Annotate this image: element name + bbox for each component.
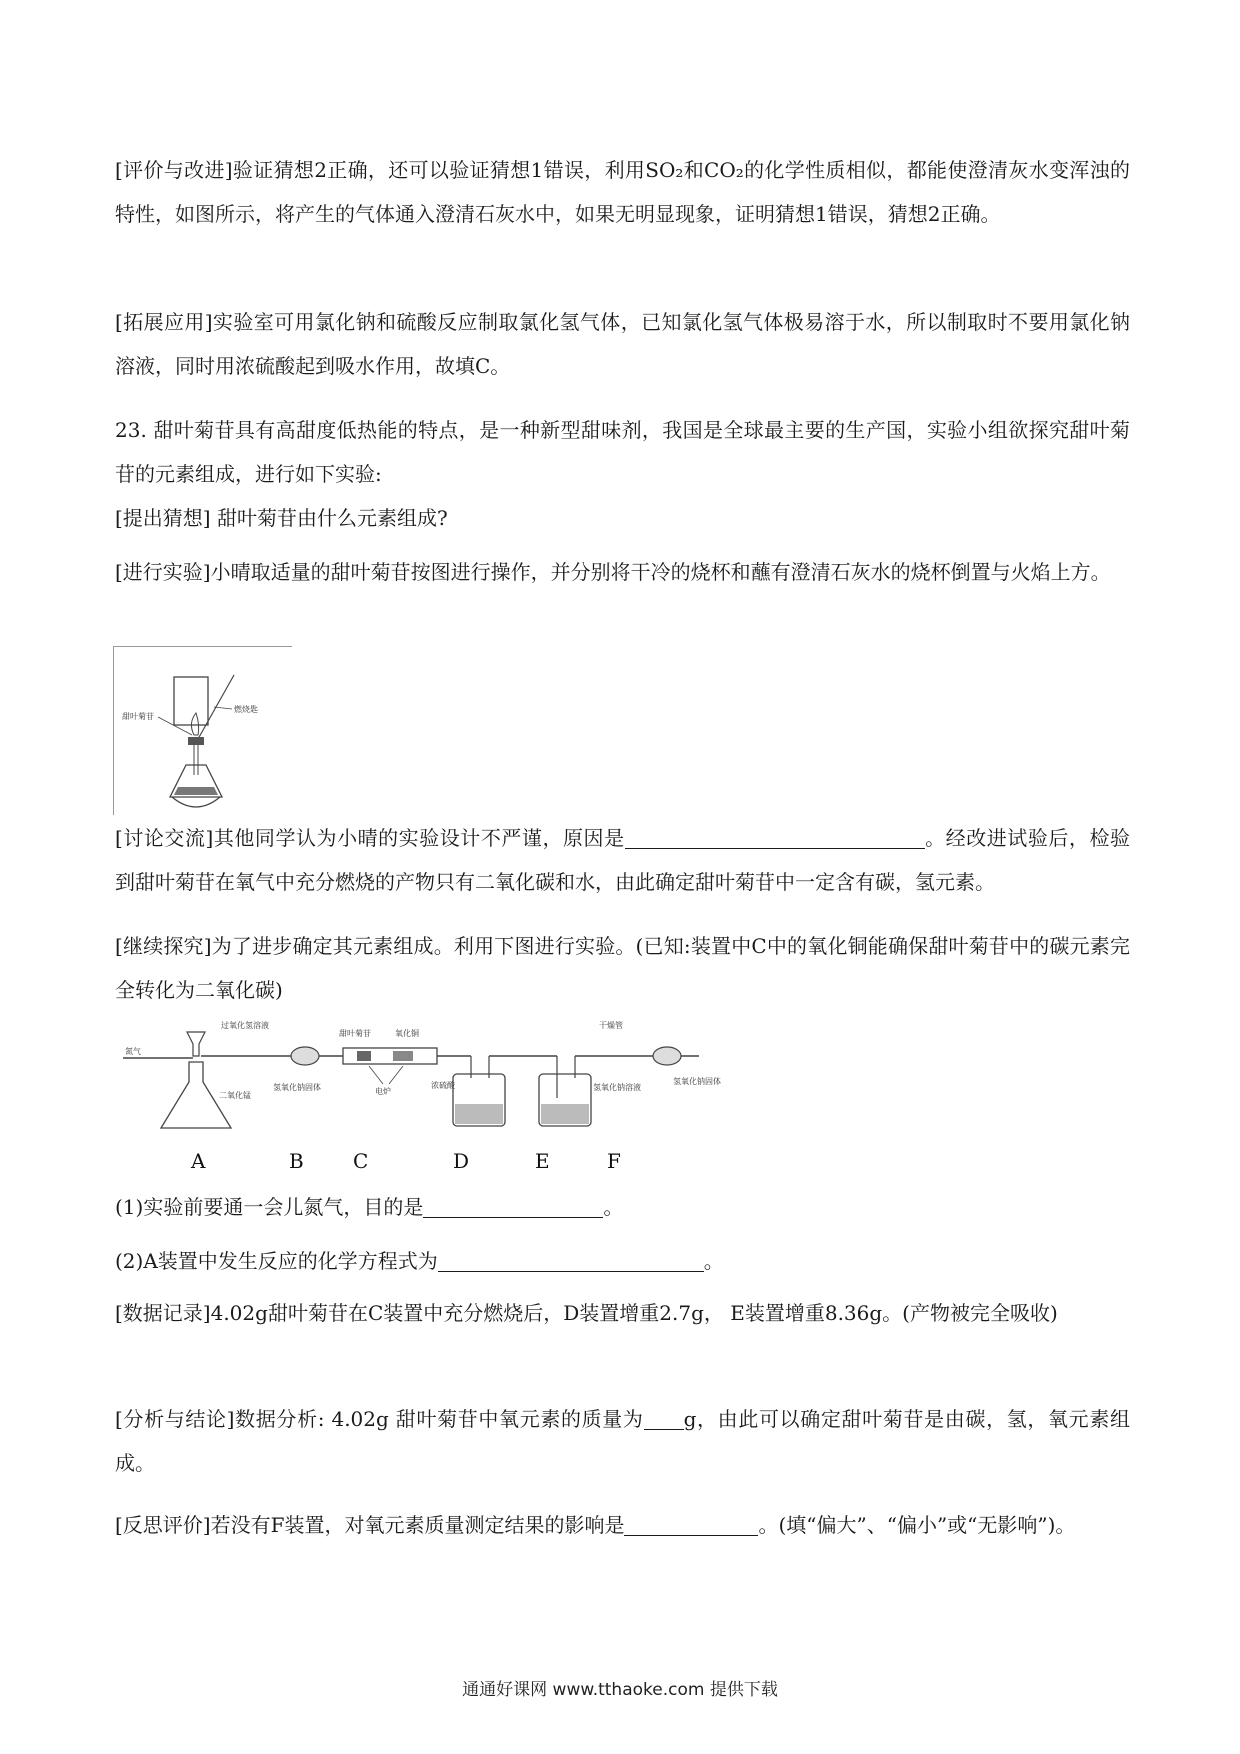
label-a: A xyxy=(191,1149,206,1173)
question-23-intro: 23. 甜叶菊苷具有高甜度低热能的特点，是一种新型甜味剂，我国是全球最主要的生产国，实验小组欲探究甜叶菊苷的元素组成，进行如下实验: xyxy=(115,418,1130,486)
naoh-solution-label: 氢氧化钠溶液 xyxy=(593,1083,641,1092)
h2o2-label: 过氧化氢溶液 xyxy=(221,1021,269,1030)
combustion-diagram xyxy=(113,646,292,815)
cuo-in-tube xyxy=(393,1051,413,1061)
drying-tube-f xyxy=(653,1047,681,1065)
label-c: C xyxy=(353,1149,369,1173)
label-b: B xyxy=(289,1149,304,1173)
paragraph-discussion: [讨论交流]其他同学认为小晴的实验设计不严谨，原因是 。经改进试验后，检验到甜叶菊苷在氧气中充分燃烧的产物只有二氧化碳和水，由此确定甜叶菊苷中一定含有碳，氢元素。 xyxy=(115,826,1130,894)
tube-into-e xyxy=(557,1056,575,1098)
h2so4-label: 浓硫酸 xyxy=(431,1081,455,1090)
paragraph-hypothesis: [提出猜想] 甜叶菊苷由什么元素组成? xyxy=(115,506,448,530)
sample-label: 甜叶菊苷 xyxy=(122,712,154,721)
paragraph-application: [拓展应用]实验室可用氯化钠和硫酸反应制取氯化氢气体，已知氯化氢气体极易溶于水，所以制取时不要用氯化钠溶液，同时用浓硫酸起到吸水作用，故填C。 xyxy=(115,310,1130,378)
furnace-line-1 xyxy=(369,1066,383,1084)
flame xyxy=(191,713,198,735)
funnel xyxy=(187,1032,205,1056)
answer-blank-reason[interactable] xyxy=(625,826,925,849)
lamp-body xyxy=(172,797,220,807)
lamp-liquid xyxy=(174,787,218,795)
stevioside-label: 甜叶菊苷 xyxy=(339,1029,371,1038)
question-1: (1)实验前要通一会儿氮气，目的是 。 xyxy=(115,1195,624,1219)
furnace-label: 电炉 xyxy=(375,1087,391,1096)
paragraph-analysis: [分析与结论]数据分析: 4.02g 甜叶菊苷中氧元素的质量为 g，由此可以确定甜叶菊苷是由碳，氢，氧元素组成。 xyxy=(115,1407,1130,1475)
answer-blank-1[interactable] xyxy=(423,1195,603,1218)
paragraph-data-record: [数据记录]4.02g甜叶菊苷在C装置中充分燃烧后，D装置增重2.7g， E装置增重8.36g。(产物被完全吸收) xyxy=(115,1301,1058,1325)
acid-in-d xyxy=(455,1104,503,1124)
label-d: D xyxy=(453,1149,470,1173)
sample-in-tube xyxy=(357,1051,371,1061)
nitrogen-label: 氮气 xyxy=(125,1047,141,1056)
beaker-inverted xyxy=(174,677,208,725)
lamp-wick xyxy=(188,737,204,745)
naoh-solid-b-label: 氢氧化钠固体 xyxy=(273,1083,321,1092)
tube-into-d xyxy=(471,1056,489,1078)
sample-label-line xyxy=(158,717,192,735)
drying-tube-label: 干燥管 xyxy=(599,1021,623,1030)
answer-blank-oxygen-mass[interactable] xyxy=(644,1407,684,1430)
answer-blank-2[interactable] xyxy=(438,1249,704,1272)
cuo-label: 氧化铜 xyxy=(395,1029,419,1038)
paragraph-further-inquiry: [继续探究]为了进步确定其元素组成。利用下图进行实验。(已知:装置中C中的氧化铜能确保甜叶菊苷中的碳元素完全转化为二氧化碳) xyxy=(115,934,1130,1002)
drying-bulb-b xyxy=(291,1047,319,1065)
label-e: E xyxy=(535,1149,550,1173)
spoon-label-line xyxy=(214,707,232,709)
furnace-line-2 xyxy=(389,1066,403,1084)
label-f: F xyxy=(607,1149,621,1173)
paragraph-experiment: [进行实验]小晴取适量的甜叶菊苷按图进行操作，并分别将干冷的烧杯和蘸有澄清石灰水的烧杯倒置与火焰上方。 xyxy=(115,560,1111,584)
answer-blank-effect[interactable] xyxy=(624,1513,758,1536)
solution-in-e xyxy=(541,1104,589,1124)
page-footer: 通通好课网 www.tthaoke.com 提供下载 xyxy=(462,1680,778,1700)
apparatus-diagram xyxy=(113,1018,753,1180)
paragraph-evaluation: [评价与改进]验证猜想2正确，还可以验证猜想1错误，利用SO₂和CO₂的化学性质相似，都能使澄清灰水变浑浊的特性，如图所示，将产生的气体通入澄清石灰水中，如果无明显现象，证明猜想1错误，猜想2正确。 xyxy=(115,158,1130,226)
mno2-label: 二氧化锰 xyxy=(219,1091,251,1100)
question-2: (2)A装置中发生反应的化学方程式为 。 xyxy=(115,1249,724,1273)
paragraph-reflection: [反思评价]若没有F装置，对氧元素质量测定结果的影响是 。(填“偏大”、“偏小”或“无影响”)。 xyxy=(115,1513,1076,1537)
spoon-label: 燃烧匙 xyxy=(234,705,258,714)
naoh-solid-f-label: 氢氧化钠固体 xyxy=(673,1077,721,1086)
